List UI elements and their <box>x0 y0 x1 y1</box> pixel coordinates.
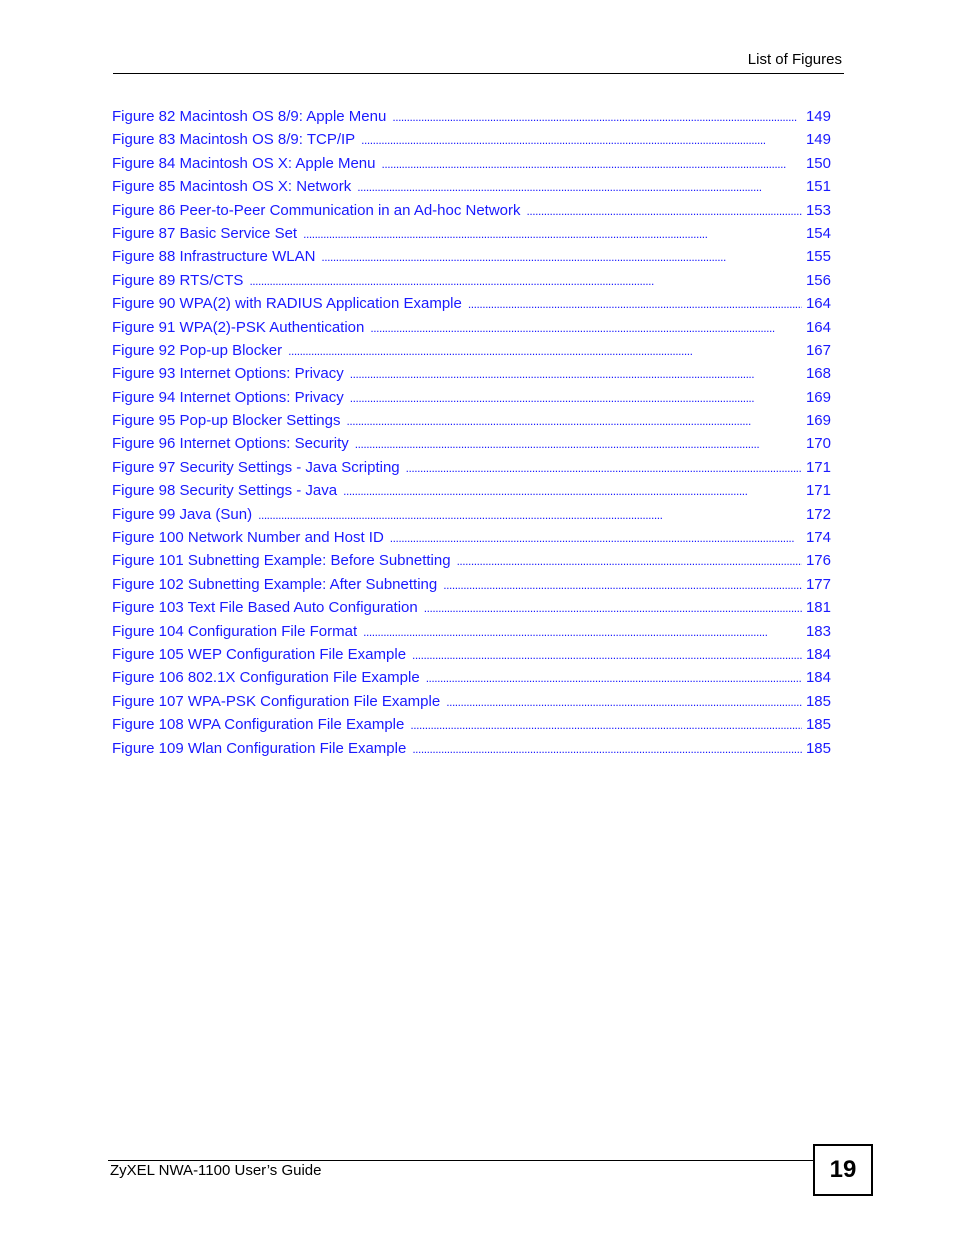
toc-entry-page: 156 <box>805 271 831 289</box>
toc-entry-label: Figure 93 Internet Options: Privacy <box>112 365 344 383</box>
toc-dot-leader <box>457 550 802 572</box>
page-number-box <box>813 1144 873 1196</box>
toc-dot-leader <box>321 246 802 268</box>
toc-entry-label: Figure 99 Java (Sun) <box>112 505 253 523</box>
toc-entry-page: 155 <box>805 248 831 266</box>
toc-entry-link[interactable] <box>112 503 831 526</box>
toc-entry-page: 164 <box>805 318 831 336</box>
toc-dot-leader <box>249 270 802 292</box>
toc-entry-label: Figure 87 Basic Service Set <box>112 224 298 242</box>
toc-dot-leader <box>361 129 802 151</box>
toc-entry-link[interactable] <box>112 573 831 596</box>
toc-entry-label: Figure 94 Internet Options: Privacy <box>112 388 344 406</box>
toc-entry-page: 168 <box>805 365 831 383</box>
toc-dot-leader <box>390 527 802 549</box>
toc-entry-link[interactable] <box>112 269 831 292</box>
toc-entry-link[interactable] <box>112 666 831 689</box>
toc-entry-link[interactable] <box>112 596 831 619</box>
toc-dot-leader <box>424 597 802 619</box>
toc-entry-page: 177 <box>805 575 831 593</box>
toc-entry-label: Figure 102 Subnetting Example: After Subnetting <box>112 575 438 593</box>
toc-entry-page: 149 <box>805 108 831 125</box>
toc-entry-page: 169 <box>805 388 831 406</box>
header-divider <box>113 73 844 74</box>
toc-entry-page: 171 <box>805 458 831 476</box>
toc-entry-page: 149 <box>805 131 831 149</box>
toc-entry-label: Figure 105 WEP Configuration File Example <box>112 645 407 663</box>
toc-entry-label: Figure 90 WPA(2) with RADIUS Application Example <box>112 295 462 313</box>
toc-entry-page: 151 <box>805 178 831 196</box>
toc-dot-leader <box>443 574 802 596</box>
toc-entry-label: Figure 106 802.1X Configuration File Example <box>112 669 420 687</box>
toc-entry-label: Figure 92 Pop-up Blocker <box>112 341 283 359</box>
toc-dot-leader <box>363 621 802 643</box>
toc-entry-label: Figure 91 WPA(2)-PSK Authentication <box>112 318 365 336</box>
toc-entry-link[interactable] <box>112 737 831 760</box>
toc-entry-label: Figure 82 Macintosh OS 8/9: Apple Menu <box>112 108 387 125</box>
toc-dot-leader <box>527 200 802 222</box>
toc-entry-page: 172 <box>805 505 831 523</box>
toc-dot-leader <box>412 738 802 760</box>
toc-dot-leader <box>381 153 801 175</box>
toc-dot-leader <box>410 714 802 736</box>
toc-entry-link[interactable] <box>112 222 831 245</box>
toc-dot-leader <box>346 410 802 432</box>
toc-entry-label: Figure 95 Pop-up Blocker Settings <box>112 412 341 430</box>
toc-dot-leader <box>392 106 802 128</box>
toc-entry-link[interactable] <box>112 713 831 736</box>
toc-entry-link[interactable] <box>112 456 831 479</box>
toc-entry-link[interactable] <box>112 152 831 175</box>
toc-entry-link[interactable] <box>112 479 831 502</box>
toc-entry-page: 184 <box>805 645 831 663</box>
footer-divider <box>108 1160 813 1161</box>
footer-guide-title: ZyXEL NWA-1100 User’s Guide <box>110 1162 322 1179</box>
toc-entry-page: 185 <box>805 692 831 710</box>
toc-entry-link[interactable] <box>112 526 831 549</box>
toc-entry-page: 154 <box>805 224 831 242</box>
toc-entry-link[interactable] <box>112 643 831 666</box>
toc-entry-link[interactable] <box>112 339 831 362</box>
toc-entry-page: 185 <box>805 739 831 757</box>
toc-entry-link[interactable] <box>112 128 831 151</box>
toc-entry-link[interactable] <box>112 432 831 455</box>
toc-dot-leader <box>426 667 802 689</box>
toc-dot-leader <box>468 293 802 315</box>
toc-entry-link[interactable] <box>112 362 831 385</box>
toc-entry-link[interactable] <box>112 245 831 268</box>
toc-entry-link[interactable] <box>112 620 831 643</box>
page-number: 19 <box>829 1156 857 1183</box>
toc-entry-label: Figure 97 Security Settings - Java Scripting <box>112 458 400 476</box>
toc-entry-label: Figure 86 Peer-to-Peer Communication in an Ad-hoc Network <box>112 201 521 219</box>
toc-entry-label: Figure 107 WPA-PSK Configuration File Example <box>112 692 441 710</box>
toc-entry-page: 169 <box>805 412 831 430</box>
toc-dot-leader <box>288 340 802 362</box>
toc-dot-leader <box>412 644 802 666</box>
toc-entry-link[interactable] <box>112 409 831 432</box>
toc-entry-label: Figure 83 Macintosh OS 8/9: TCP/IP <box>112 131 356 149</box>
toc-entry-page: 174 <box>805 529 831 547</box>
toc-entry-page: 184 <box>805 669 831 687</box>
toc-entry-label: Figure 84 Macintosh OS X: Apple Menu <box>112 154 376 172</box>
toc-entry-label: Figure 109 Wlan Configuration File Example <box>112 739 407 757</box>
toc-entry-page: 185 <box>805 716 831 734</box>
toc-entry-page: 153 <box>805 201 831 219</box>
toc-dot-leader <box>343 480 802 502</box>
toc-entry-link[interactable] <box>112 175 831 198</box>
toc-entry-link[interactable] <box>112 105 831 128</box>
toc-dot-leader <box>350 363 802 385</box>
toc-entry-link[interactable] <box>112 199 831 222</box>
toc-entry-page: 167 <box>805 341 831 359</box>
toc-entry-link[interactable] <box>112 316 831 339</box>
toc-entry-page: 183 <box>805 622 831 640</box>
toc-entry-link[interactable] <box>112 386 831 409</box>
toc-entry-page: 164 <box>805 295 831 313</box>
toc-dot-leader <box>370 317 802 339</box>
toc-entry-label: Figure 103 Text File Based Auto Configuration <box>112 599 418 617</box>
toc-dot-leader <box>258 504 802 526</box>
toc-entry-link[interactable] <box>112 549 831 572</box>
toc-entry-label: Figure 96 Internet Options: Security <box>112 435 349 453</box>
toc-entry-page: 171 <box>805 482 831 500</box>
toc-entry-label: Figure 101 Subnetting Example: Before Subnetting <box>112 552 451 570</box>
toc-dot-leader <box>350 387 802 409</box>
toc-entry-page: 150 <box>805 154 831 172</box>
toc-dot-leader <box>406 457 802 479</box>
toc-entry-label: Figure 98 Security Settings - Java <box>112 482 338 500</box>
toc-dot-leader <box>355 433 802 455</box>
toc-entry-label: Figure 100 Network Number and Host ID <box>112 529 384 547</box>
toc-entry-page: 176 <box>805 552 831 570</box>
toc-dot-leader <box>357 176 802 198</box>
toc-dot-leader <box>303 223 802 245</box>
page-header-title: List of Figures <box>747 51 842 68</box>
toc-entry-label: Figure 89 RTS/CTS <box>112 271 244 289</box>
toc-entry-page: 170 <box>805 435 831 453</box>
list-of-figures <box>112 105 831 760</box>
toc-entry-link[interactable] <box>112 292 831 315</box>
toc-entry-label: Figure 85 Macintosh OS X: Network <box>112 178 352 196</box>
toc-dot-leader <box>446 691 802 713</box>
toc-entry-label: Figure 88 Infrastructure WLAN <box>112 248 316 266</box>
toc-entry-page: 181 <box>805 599 831 617</box>
toc-entry-label: Figure 108 WPA Configuration File Example <box>112 716 405 734</box>
toc-entry-link[interactable] <box>112 690 831 713</box>
toc-entry-label: Figure 104 Configuration File Format <box>112 622 358 640</box>
